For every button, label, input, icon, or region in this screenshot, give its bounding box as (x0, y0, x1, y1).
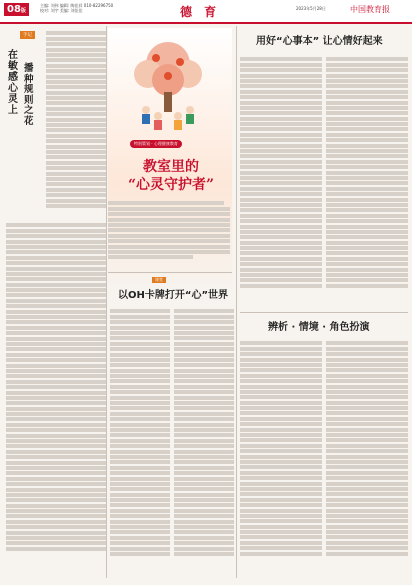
left-article-body-bottom (6, 222, 106, 577)
roleplay-body-col2 (326, 340, 408, 578)
oh-cards-body-col1 (110, 308, 170, 578)
tree-trunk-icon (164, 92, 172, 112)
newspaper-logo: 中国教育报 (350, 5, 390, 14)
page-number: 08版 (4, 3, 29, 16)
page-header (0, 0, 412, 24)
editor-info: 主编: 刘伟 编辑: 陶佳祥 010-82296750 校对: 刘宇 美编: 刘佳佳 (40, 3, 114, 13)
left-article-badge: 手记 (20, 31, 35, 39)
mood-notebook-body-col1 (240, 56, 322, 311)
issue-date: 2023年5月28日 (296, 6, 326, 11)
article-title-roleplay: 辨析 · 情境 · 角色扮演 (268, 322, 370, 333)
section-title: 德 育 (180, 5, 221, 19)
divider-right-middle (240, 312, 408, 313)
column-divider-right (236, 26, 237, 578)
illustration-caption: 特别策划 · 心理健康教育 (130, 140, 182, 148)
divider-feature-bottom (108, 272, 232, 273)
article-badge-classroom: 课堂 (152, 277, 166, 283)
left-article-title-line2: 播种规则之花 (24, 63, 34, 127)
roleplay-body-col1 (240, 340, 322, 578)
feature-title: 教室里的 “心灵守护者” (127, 159, 215, 193)
article-title-mood-notebook: 用好“心事本” 让心情好起来 (256, 36, 383, 47)
feature-illustration (118, 36, 218, 136)
left-article-title-line1: 在敏感心灵上 (8, 50, 18, 116)
article-title-oh-cards: 以OH卡牌打开“心”世界 (118, 290, 229, 301)
column-divider-left (106, 26, 107, 578)
mood-notebook-body-col2 (326, 56, 408, 311)
tree-canopy-icon (134, 42, 202, 96)
left-article-body-top (46, 30, 106, 220)
feature-lead-paragraph (108, 200, 230, 261)
oh-cards-body-col2 (174, 308, 234, 578)
